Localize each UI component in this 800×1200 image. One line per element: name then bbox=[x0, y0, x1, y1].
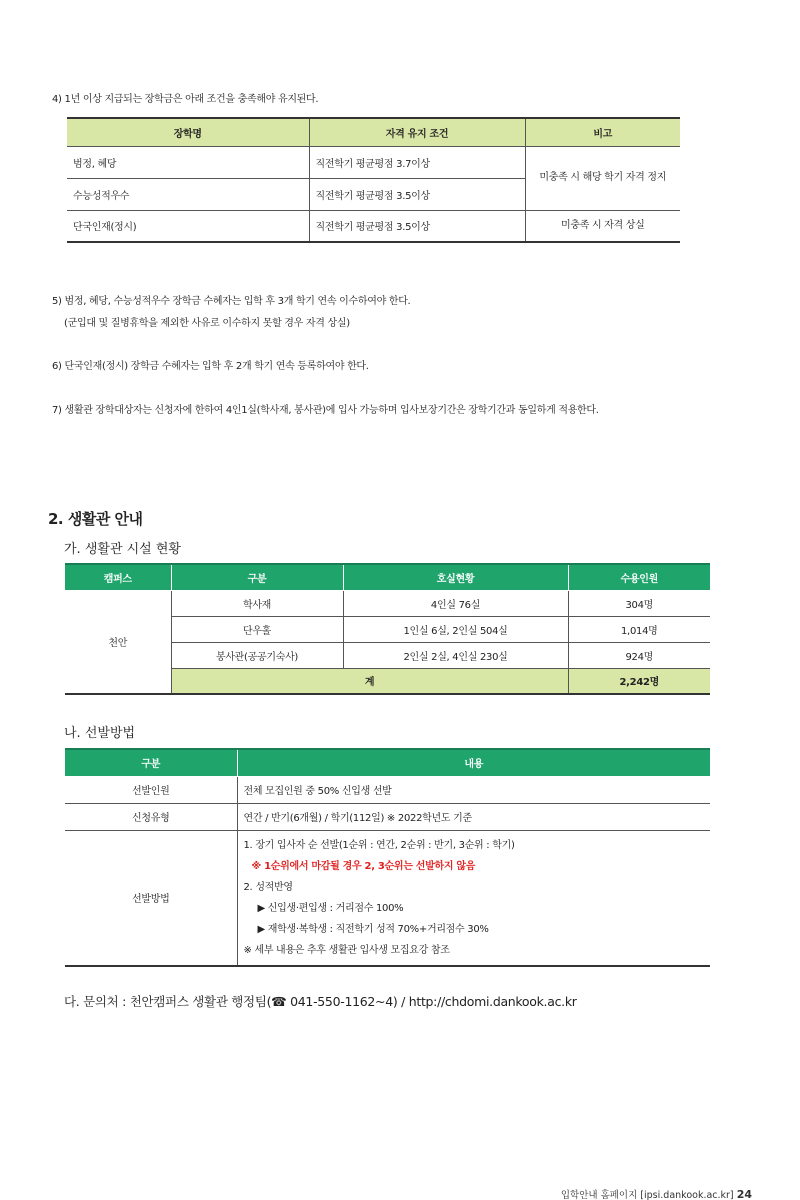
facility-table bbox=[65, 563, 710, 695]
facility-title: 가. 생활관 시설 현황 bbox=[64, 542, 181, 557]
note-7: 7) 생활관 장학대상자는 신청자에 한하여 4인1실(학사재, 봉사관)에 입사 가능하며 입사보장기간은 장학기간과 동일하게 적용한다. bbox=[52, 405, 599, 416]
scholarship-name: 범정, 혜당 bbox=[67, 146, 309, 178]
remark-suspend: 미충족 시 해당 학기 자격 정지 bbox=[525, 146, 680, 210]
scholarship-table bbox=[67, 117, 680, 243]
row-label: 선발방법 bbox=[65, 830, 237, 966]
table-row bbox=[65, 590, 710, 616]
scholarship-name: 수능성적우수 bbox=[67, 178, 309, 210]
scholarship-name: 단국인재(정시) bbox=[67, 210, 309, 242]
table-row bbox=[65, 776, 710, 803]
note-6: 6) 단국인재(정시) 장학금 수혜자는 입학 후 2개 학기 연속 등록하여야 한다. bbox=[52, 361, 369, 372]
row-content: 연간 / 반기(6개월) / 학기(112일) ※ 2022학년도 기준 bbox=[237, 803, 710, 830]
header-scholarship-name: 장학명 bbox=[67, 118, 309, 146]
dorm-capacity: 1,014명 bbox=[568, 616, 710, 642]
dorm-capacity: 924명 bbox=[568, 642, 710, 668]
scholarship-condition: 직전학기 평균평점 3.5이상 bbox=[309, 210, 525, 242]
row-label: 선발인원 bbox=[65, 776, 237, 803]
dorm-type: 단우홀 bbox=[171, 616, 343, 642]
table-row bbox=[67, 146, 680, 178]
method-line-note: ※ 세부 내용은 추후 생활관 입사생 모집요강 참조 bbox=[243, 944, 450, 956]
dorm-rooms: 4인실 76실 bbox=[343, 590, 568, 616]
note-5-sub: (군입대 및 질병휴학을 제외한 사유로 이수하지 못할 경우 자격 상실) bbox=[64, 318, 350, 329]
page-footer bbox=[561, 1187, 752, 1200]
footer-site: 입학안내 홈페이지 [ipsi.dankook.ac.kr] bbox=[560, 1190, 734, 1200]
header-remark: 비고 bbox=[525, 118, 680, 146]
dorm-type: 학사재 bbox=[171, 590, 343, 616]
note-5: 5) 범정, 혜당, 수능성적우수 장학금 수혜자는 입학 후 3개 학기 연속 이수하여야 한다. bbox=[52, 296, 411, 307]
contact-info bbox=[64, 992, 577, 1010]
method-line-1: 1. 장기 입사자 순 선발(1순위 : 연간, 2순위 : 반기, 3순위 : 학기) bbox=[243, 839, 515, 851]
table-row bbox=[65, 803, 710, 830]
method-line-enrolled: ▶ 재학생·복학생 : 직전학기 성적 70%+거리점수 30% bbox=[257, 923, 489, 935]
dorm-type: 봉사관(공공기숙사) bbox=[171, 642, 343, 668]
remark-lose: 미충족 시 자격 상실 bbox=[525, 210, 680, 242]
method-line-2: 2. 성적반영 bbox=[243, 881, 293, 893]
method-content bbox=[237, 830, 710, 966]
total-label: 계 bbox=[171, 668, 568, 694]
table-row bbox=[67, 210, 680, 242]
header-campus: 캠퍼스 bbox=[65, 564, 171, 590]
scholarship-condition: 직전학기 평균평점 3.5이상 bbox=[309, 178, 525, 210]
campus-cell: 천안 bbox=[65, 590, 171, 694]
contact-prefix: 다. 문의처 : bbox=[64, 994, 130, 1009]
table-row bbox=[65, 830, 710, 966]
header-condition: 자격 유지 조건 bbox=[309, 118, 525, 146]
method-warning: ※ 1순위에서 마감될 경우 2, 3순위는 선발하지 않음 bbox=[251, 860, 476, 872]
header-type: 구분 bbox=[171, 564, 343, 590]
selection-title: 나. 선발방법 bbox=[64, 726, 136, 741]
row-label: 신청유형 bbox=[65, 803, 237, 830]
header-content: 내용 bbox=[237, 749, 710, 776]
method-line-freshmen: ▶ 신입생·편입생 : 거리점수 100% bbox=[257, 902, 404, 914]
row-content: 전체 모집인원 중 50% 신입생 선발 bbox=[237, 776, 710, 803]
dorm-rooms: 1인실 6실, 2인실 504실 bbox=[343, 616, 568, 642]
total-value: 2,242명 bbox=[568, 668, 710, 694]
header-capacity: 수용인원 bbox=[568, 564, 710, 590]
section-title: 2. 생활관 안내 bbox=[48, 510, 143, 528]
header-category: 구분 bbox=[65, 749, 237, 776]
header-rooms: 호실현황 bbox=[343, 564, 568, 590]
selection-table bbox=[65, 748, 710, 967]
dorm-capacity: 304명 bbox=[568, 590, 710, 616]
note-4: 4) 1년 이상 지급되는 장학금은 아래 조건을 충족해야 유지된다. bbox=[52, 94, 319, 105]
dorm-rooms: 2인실 2실, 4인실 230실 bbox=[343, 642, 568, 668]
contact-text: 천안캠퍼스 생활관 행정팀(☎ 041-550-1162~4) / http://chdomi.dankook.ac.kr bbox=[129, 994, 577, 1009]
scholarship-condition: 직전학기 평균평점 3.7이상 bbox=[309, 146, 525, 178]
page-number: 24 bbox=[736, 1188, 752, 1200]
